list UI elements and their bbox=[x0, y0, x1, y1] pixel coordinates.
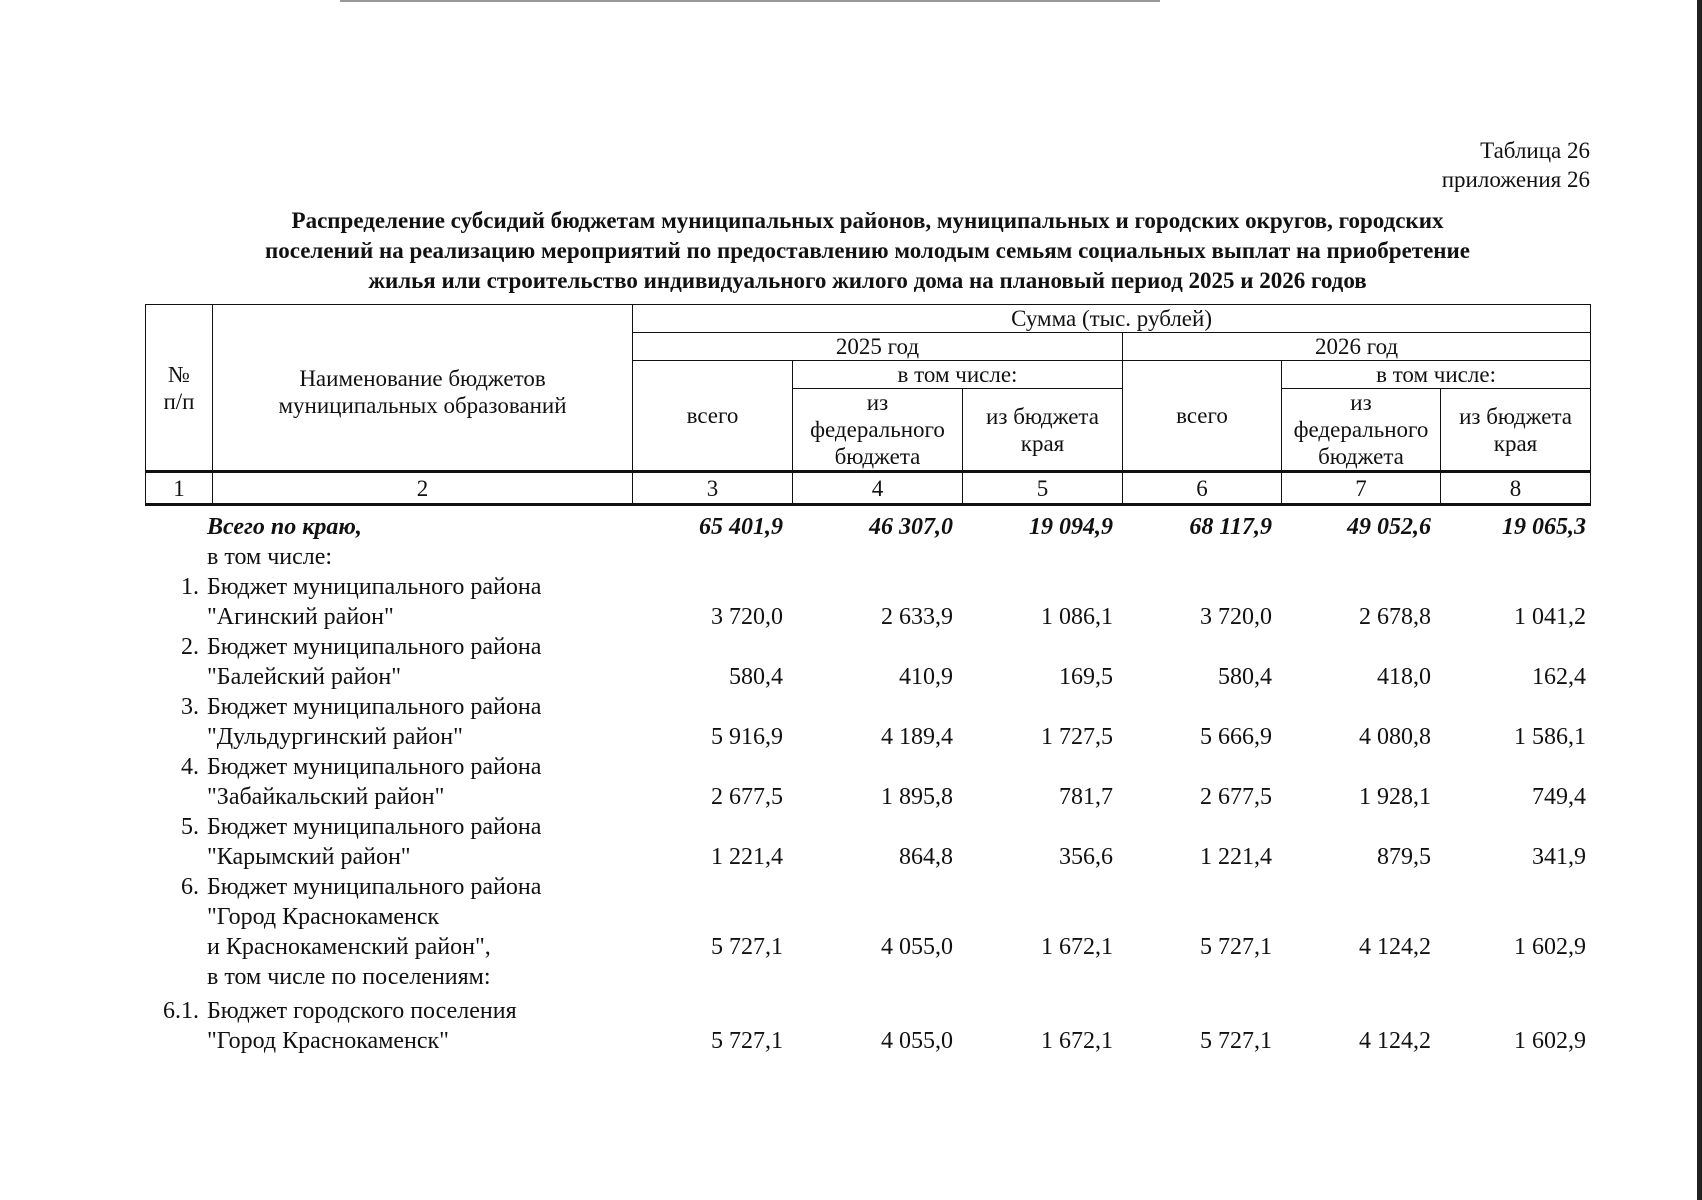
cell-value: 410,9 bbox=[899, 664, 953, 690]
column-index: 2 bbox=[213, 472, 633, 505]
cell-value: 1 672,1 bbox=[1041, 934, 1113, 960]
row-name: Бюджет городского поселения "Город Краснокаменск" bbox=[207, 998, 517, 1054]
total-value: 19 094,9 bbox=[1029, 514, 1113, 540]
row-name: Бюджет муниципального района "Забайкальский район" bbox=[207, 754, 542, 810]
cell-value: 418,0 bbox=[1377, 664, 1431, 690]
header-sum: Сумма (тыс. рублей) bbox=[633, 305, 1591, 333]
title-line3: жилья или строительство индивидуального жилого дома на плановый период 2025 и 2026 годов bbox=[368, 268, 1367, 293]
column-index: 1 bbox=[146, 472, 213, 505]
cell-value: 5 727,1 bbox=[711, 934, 783, 960]
header-incl-2025: в том числе: bbox=[793, 361, 1123, 389]
cell-value: 580,4 bbox=[729, 664, 783, 690]
title-line2: поселений на реализацию мероприятий по предоставлению молодым семьям социальных выплат на приобретение bbox=[264, 238, 1471, 263]
cell-value: 749,4 bbox=[1532, 784, 1586, 810]
row-number: 3. bbox=[181, 694, 199, 720]
cell-value: 4 124,2 bbox=[1359, 1028, 1431, 1054]
table-header bbox=[145, 304, 1591, 506]
header-federal-2025: из федерального бюджета bbox=[793, 389, 963, 472]
cell-value: 1 602,9 bbox=[1514, 934, 1586, 960]
header-year-2026: 2026 год bbox=[1123, 333, 1591, 361]
column-index: 5 bbox=[963, 472, 1123, 505]
table-row bbox=[145, 752, 1590, 812]
cell-value: 3 720,0 bbox=[1200, 604, 1272, 630]
cell-value: 341,9 bbox=[1532, 844, 1586, 870]
header-name: Наименование бюджетов муниципальных образований bbox=[213, 305, 633, 472]
cell-value: 169,5 bbox=[1059, 664, 1113, 690]
cell-value: 864,8 bbox=[899, 844, 953, 870]
table-row bbox=[145, 572, 1590, 632]
cell-value: 5 666,9 bbox=[1200, 724, 1272, 750]
cell-value: 1 221,4 bbox=[711, 844, 783, 870]
cell-value: 781,7 bbox=[1059, 784, 1113, 810]
header-total-2025: всего bbox=[633, 361, 793, 472]
total-value: 65 401,9 bbox=[699, 514, 783, 540]
row-number: 6.1. bbox=[163, 998, 199, 1024]
total-incl-row bbox=[145, 542, 1590, 572]
column-index: 7 bbox=[1282, 472, 1441, 505]
cell-value: 2 633,9 bbox=[881, 604, 953, 630]
row-name: Бюджет муниципального района "Город Краснокаменск и Краснокаменский район", в том числе по поселениям: bbox=[207, 874, 542, 990]
cell-value: 356,6 bbox=[1059, 844, 1113, 870]
column-index: 3 bbox=[633, 472, 793, 505]
scan-right-border bbox=[1697, 0, 1702, 1200]
cell-value: 1 586,1 bbox=[1514, 724, 1586, 750]
table-ref-line1: Таблица 26 bbox=[1480, 138, 1590, 163]
cell-value: 4 080,8 bbox=[1359, 724, 1431, 750]
cell-value: 1 221,4 bbox=[1200, 844, 1272, 870]
column-index: 4 bbox=[793, 472, 963, 505]
cell-value: 1 727,5 bbox=[1041, 724, 1113, 750]
scan-top-border bbox=[340, 0, 1160, 2]
cell-value: 4 055,0 bbox=[881, 1028, 953, 1054]
cell-value: 1 086,1 bbox=[1041, 604, 1113, 630]
table-row bbox=[145, 872, 1590, 992]
cell-value: 1 041,2 bbox=[1514, 604, 1586, 630]
row-name: Бюджет муниципального района "Балейский район" bbox=[207, 634, 542, 690]
cell-value: 5 727,1 bbox=[1200, 934, 1272, 960]
cell-value: 4 189,4 bbox=[881, 724, 953, 750]
row-name: Бюджет муниципального района "Дульдургинский район" bbox=[207, 694, 542, 750]
cell-value: 1 672,1 bbox=[1041, 1028, 1113, 1054]
row-number: 2. bbox=[181, 634, 199, 660]
header-incl-2026: в том числе: bbox=[1282, 361, 1591, 389]
row-name: Бюджет муниципального района "Карымский район" bbox=[207, 814, 542, 870]
cell-value: 5 916,9 bbox=[711, 724, 783, 750]
table-row bbox=[145, 632, 1590, 692]
total-value: 46 307,0 bbox=[869, 514, 953, 540]
row-name: Бюджет муниципального района "Агинский район" bbox=[207, 574, 542, 630]
cell-value: 879,5 bbox=[1377, 844, 1431, 870]
cell-value: 2 677,5 bbox=[711, 784, 783, 810]
column-index: 8 bbox=[1441, 472, 1591, 505]
header-regional-2026: из бюджета края bbox=[1441, 389, 1591, 472]
cell-value: 1 602,9 bbox=[1514, 1028, 1586, 1054]
header-year-2025: 2025 год bbox=[633, 333, 1123, 361]
cell-value: 580,4 bbox=[1218, 664, 1272, 690]
cell-value: 162,4 bbox=[1532, 664, 1586, 690]
table-ref-line2: приложения 26 bbox=[1441, 167, 1590, 192]
total-incl-label: в том числе: bbox=[207, 544, 333, 570]
cell-value: 1 895,8 bbox=[881, 784, 953, 810]
header-federal-2026: из федерального бюджета bbox=[1282, 389, 1441, 472]
row-number: 4. bbox=[181, 754, 199, 780]
total-value: 19 065,3 bbox=[1502, 514, 1586, 540]
total-row bbox=[145, 512, 1590, 542]
cell-value: 2 678,8 bbox=[1359, 604, 1431, 630]
header-total-2026: всего bbox=[1123, 361, 1282, 472]
header-num: № п/п bbox=[146, 305, 213, 472]
cell-value: 3 720,0 bbox=[711, 604, 783, 630]
column-index: 6 bbox=[1123, 472, 1282, 505]
row-number: 6. bbox=[181, 874, 199, 900]
document-title bbox=[145, 206, 1590, 296]
cell-value: 2 677,5 bbox=[1200, 784, 1272, 810]
row-number: 1. bbox=[181, 574, 199, 600]
total-value: 68 117,9 bbox=[1189, 514, 1272, 540]
document-page bbox=[145, 136, 1590, 1056]
header-regional-2025: из бюджета края bbox=[963, 389, 1123, 472]
total-value: 49 052,6 bbox=[1347, 514, 1431, 540]
total-label: Всего по краю, bbox=[207, 514, 362, 540]
row-number: 5. bbox=[181, 814, 199, 840]
cell-value: 5 727,1 bbox=[711, 1028, 783, 1054]
cell-value: 4 124,2 bbox=[1359, 934, 1431, 960]
table-row bbox=[145, 996, 1590, 1056]
cell-value: 1 928,1 bbox=[1359, 784, 1431, 810]
cell-value: 5 727,1 bbox=[1200, 1028, 1272, 1054]
table-row bbox=[145, 692, 1590, 752]
table-body bbox=[145, 512, 1590, 1056]
table-reference bbox=[145, 136, 1590, 194]
table-row bbox=[145, 812, 1590, 872]
cell-value: 4 055,0 bbox=[881, 934, 953, 960]
title-line1: Распределение субсидий бюджетам муниципальных районов, муниципальных и городских округов, городских bbox=[291, 208, 1444, 233]
